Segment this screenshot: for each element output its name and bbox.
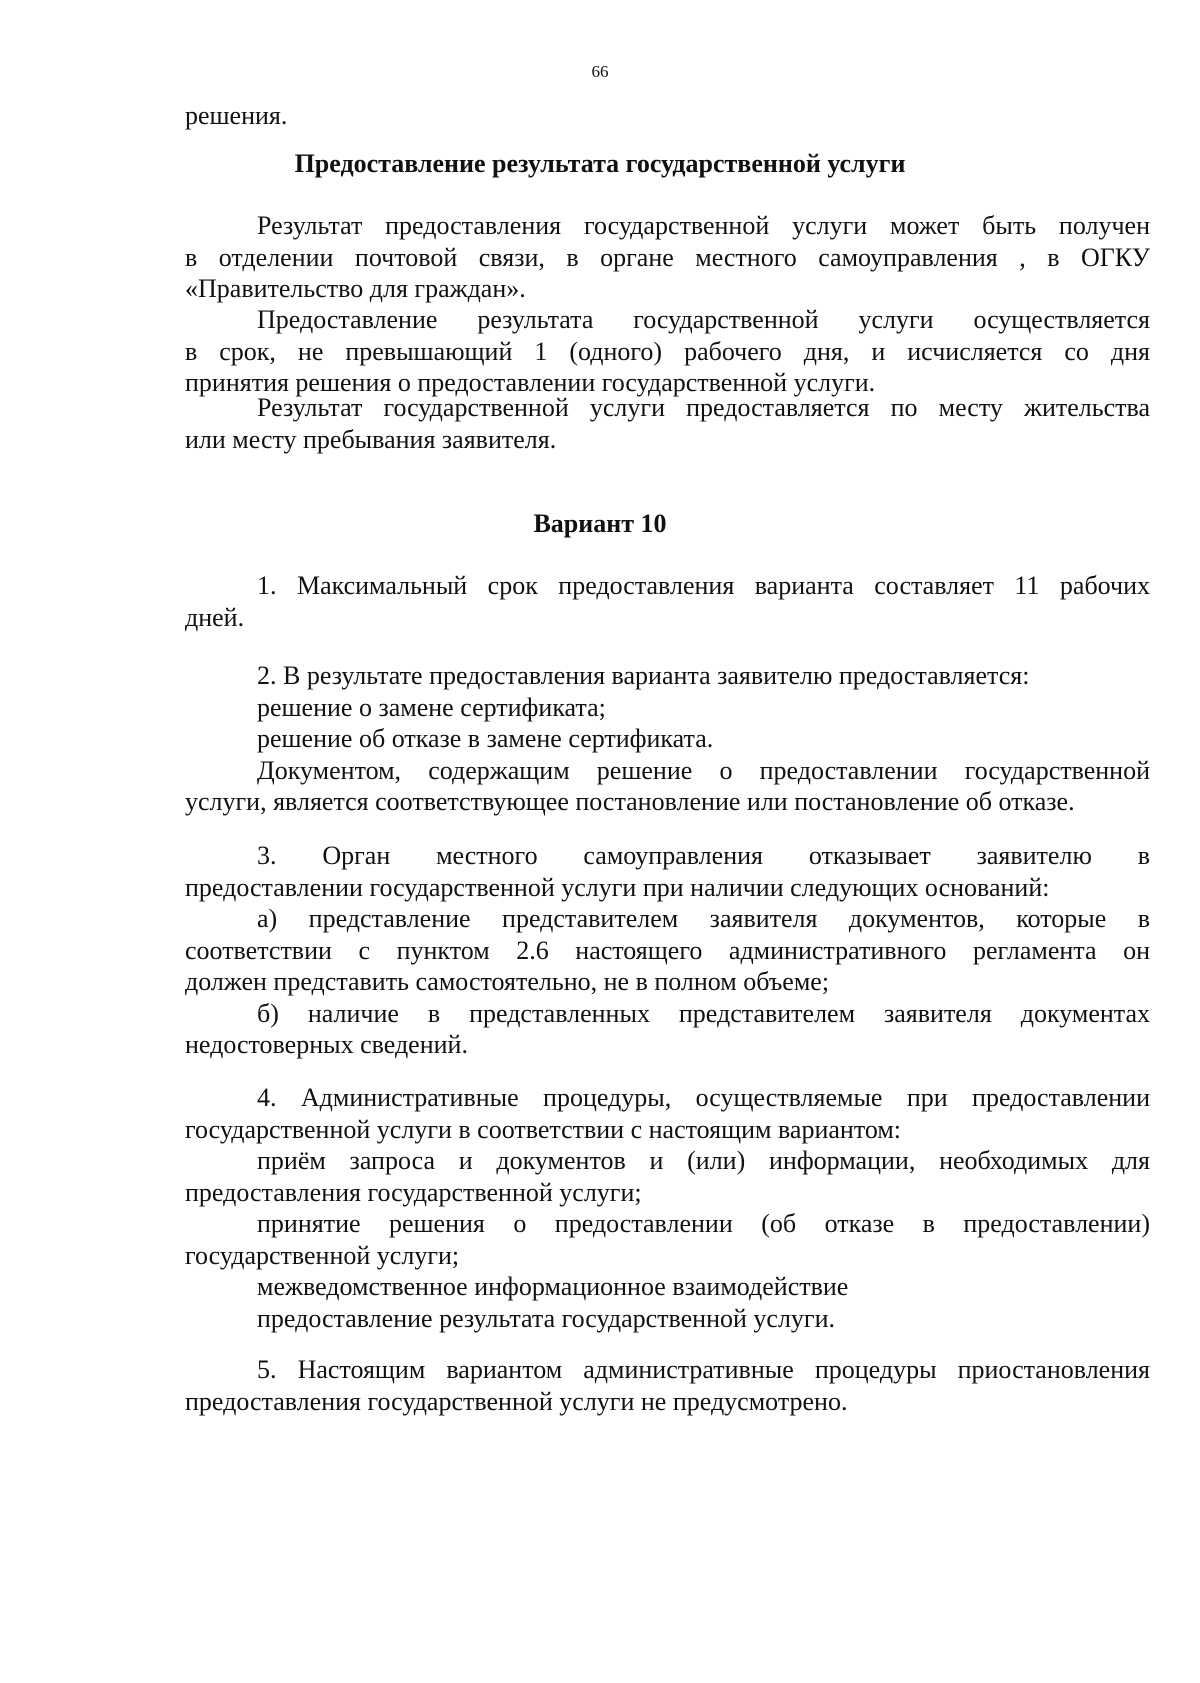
list-item: б) наличие в представленных представителем заявителя документах: [257, 998, 1150, 1028]
list-item: межведомственное информационное взаимодействие: [257, 1272, 849, 1301]
section-heading-variant: Вариант 10: [533, 509, 667, 538]
item-2-result: 2. В результате предоставления варианта заявителю предоставляется: решение о замене сертификата; решение об отказе в замене сертификата. Документом, содержащим решение о предоставлении государственной услуги, является соответствующее постановление или постановление об отказе.: [185, 661, 1150, 816]
list-item: решение об отказе в замене сертификата.: [257, 724, 714, 753]
list-item: а) представление представителем заявителя документов, которые в: [257, 904, 1150, 933]
list-item: принятие решения о предоставлении (об отказе в предоставлении): [257, 1209, 1150, 1238]
list-item: приём запроса и документов и (или) информации, необходимых для: [257, 1146, 1150, 1175]
item-5-suspension: 5. Настоящим вариантом административные процедуры приостановления предоставления государственной услуги не предусмотрено.: [185, 1355, 1150, 1416]
list-item: решение о замене сертификата;: [257, 692, 606, 722]
item-1-max-term: 1. Максимальный срок предоставления варианта составляет 11 рабочих дней.: [185, 571, 1150, 632]
paragraph-result-term: Предоставление результата государственной услуги осуществляется в срок, не превышающий 1 (одного) рабочего дня, и исчисляется со дня принятия решения о предоставлении государственной услуги.: [185, 305, 1150, 397]
intro-fragment: решения.: [185, 101, 288, 130]
paragraph-result-place: Результат государственной услуги предоставляется по месту жительства или месту пребывания заявителя.: [185, 393, 1150, 454]
item-3-refusal: 3. Орган местного самоуправления отказывает заявителю в предоставлении государственной услуги при наличии следующих оснований: а) представление представителем заявителя документов, которые в соответствии с пунктом 2.6 настоящего административного регламента он должен представить самостоятельно, не в полном объеме; б) наличие в представленных представителем заявителя документах недостоверных сведений.: [185, 841, 1150, 1059]
page-number: 66: [591, 62, 609, 81]
section-heading-result: Предоставление результата государственной услуги: [294, 149, 906, 178]
list-item: предоставление результата государственной услуги.: [257, 1303, 836, 1333]
item-4-procedures: 4. Административные процедуры, осуществляемые при предоставлении государственной услуги в соответствии с настоящим вариантом: приём запроса и документов и (или) информации, необходимых для предоставления государственной услуги; принятие решения о предоставлении (об отказе в предоставлении) государственной услуги; межведомственное информационное взаимодействие предоставление результата государственной услуги.: [185, 1083, 1150, 1333]
paragraph-result-location: Результат предоставления государственной услуги может быть получен в отделении почтовой связи, в органе местного самоуправления , в ОГКУ «Правительство для граждан».: [185, 211, 1150, 303]
